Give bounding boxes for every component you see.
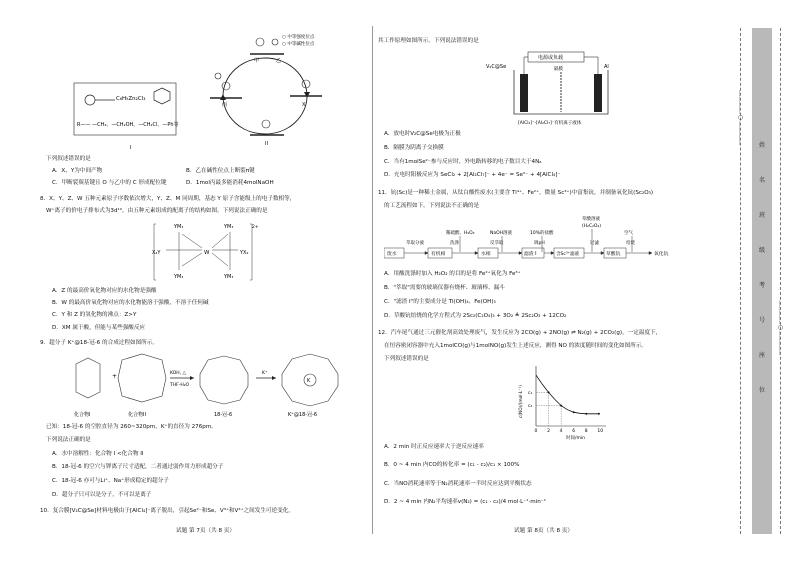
r-definition: R—— —CH₃、—CH₂OH、—CH₂Cl、—Ph等	[77, 122, 179, 128]
side-label-4: 级	[759, 247, 766, 254]
q11-option-c: C．"滤渣 I"的主要成分是 Ti(OH)₄、Fe(OH)₃	[384, 299, 496, 305]
q12-line-1: 12．汽车尾气通过三元催化剂高效处理废气，发生反应为 2CO(g) + 2NO(g) ⇌ N₂(g) + 2CO₂(g)，一定温度下，	[378, 330, 662, 336]
label-bing: 丙	[222, 102, 228, 108]
data-point-8	[585, 413, 587, 415]
side-label-2: 名	[759, 177, 766, 184]
flow-back-extract: 反萃取	[490, 241, 504, 246]
q11-option-d: D．草酸钪焙烧的化学方程式为 2Sc₂(C₂O₄)₃ + 3O₂ ≜ 2Sc₂O₃ + 12CO₂	[384, 313, 567, 319]
flow-sc-oxide: 氧化钪	[654, 252, 669, 257]
battery-figure	[484, 50, 634, 130]
data-point-10	[598, 413, 600, 415]
q8-option-d: D．XM 属于酸，但能与某些强酸反应	[52, 325, 146, 331]
q7-option-d: D．1mol丙最多能消耗4molNaOH	[186, 180, 274, 186]
ym3-bottom-left: YM₃	[174, 274, 184, 280]
flow-wash: 洗涤	[450, 241, 459, 246]
page-divider	[372, 26, 373, 534]
svg-text:+: +	[112, 373, 118, 380]
binding-line-right	[780, 28, 781, 534]
power-load-box: 电源或负载	[538, 55, 564, 61]
side-mark-left: …………○…………	[737, 90, 744, 145]
q9-line-1: 9．超分子 K⁺@18-冠-6 的合成过程如图所示。	[40, 340, 158, 346]
x-tick-0: 0	[534, 429, 538, 434]
q9-option-d: D．超分子只可以是分子，不可以是离子	[52, 492, 152, 498]
no-concentration-chart	[514, 364, 610, 442]
q8-complex-structure	[152, 220, 262, 284]
q7-option-c: C．甲断裂羰基键且 O 与乙中的 C 形成配位键	[52, 180, 167, 186]
flow-filter: 过滤	[590, 241, 599, 246]
side-label-1: 姓	[759, 142, 766, 149]
side-label-8: 位	[759, 387, 766, 394]
ym3-top-left: YM₃	[174, 224, 184, 230]
q9-option-c: C．18-冠-6 亦可与Li⁺、Na⁺形成稳定的超分子	[52, 478, 169, 484]
ym3-top-right: YM₃	[224, 224, 234, 230]
q9-stem: 下列说法正确的是	[46, 437, 91, 443]
q12-line-2: 在恒容密闭容器中充入1molCO(g)与1molNO(g)发生上述反应，测得 NO 的浓度随时间的变化如图所示。	[384, 343, 648, 349]
flow-adjust-ph: 调pH	[534, 241, 545, 246]
flow-oxalic-formula: (H₂C₂O₄)	[582, 224, 601, 229]
cond-thf: THF-H₂O	[170, 383, 190, 388]
label-ii: II	[265, 141, 268, 147]
q10-line-2: 其工作原理如图所示。下列说法错误的是	[378, 38, 479, 44]
label-i: I	[130, 145, 132, 151]
compound-i: 化合物I	[74, 412, 91, 418]
side-mark-right: …………○…………	[777, 300, 784, 355]
flow-air: 空气	[624, 231, 633, 236]
side-label-7: 座	[759, 352, 766, 359]
flow-aqueous: 水相	[481, 252, 491, 257]
legend-base: ○ 中等碱性位点	[282, 42, 315, 47]
crown-ether-synthesis-figure	[66, 350, 366, 422]
side-label-3: 班	[759, 212, 766, 219]
crown-18-6: 18-冠-6	[214, 412, 233, 418]
q12-option-c: C．当NO消耗速率等于N₂消耗速率一半时反应达到平衡状态	[384, 481, 532, 487]
q9-note: 已知：18-冠-6 的空腔直径为 260~320pm，K⁺的直径为 276pm。	[46, 424, 217, 430]
flow-organic: 有机相	[431, 252, 446, 257]
cond-koh: KOH, △	[170, 371, 186, 376]
q12-option-d: D．2 ~ 4 min 内N₂平均速率v(N₂) = (c₁ - c₂)/4 mol·L⁻¹·min⁻¹	[384, 499, 546, 505]
compound-ii: 化合物II	[128, 412, 146, 418]
flow-sc-oxalate: 草酸钪	[606, 252, 621, 257]
x-tick-4: 4	[559, 429, 563, 434]
x-axis-label: 时间/min	[566, 436, 586, 441]
q10-option-d: D．充电时阳极反应为 SeCl₂ + 2[Al₂Cl₇]⁻ + 4e⁻ = Se²⁻ + 4[AlCl₄]⁻	[384, 172, 561, 178]
flow-h2so4: 稀硫酸、H₂O₂	[446, 231, 475, 236]
q11-line-1: 11．钪(Sc)是一种稀土金属，从钛白酸性废水(主要含 Ti⁴⁺、Fe²⁺，微量 Sc³⁺)中富集钪，并制备氧化钪(Sc₂O₃)	[378, 190, 654, 196]
k-plus-label: K⁺	[262, 371, 268, 376]
flow-naoh: NaOH溶液	[490, 231, 513, 236]
q7-option-b: B．乙在碱性位点上断裂π键	[186, 168, 255, 174]
catalyst-cycle-figure	[70, 28, 340, 153]
w-center: W	[204, 250, 210, 256]
x-tick-6: 6	[572, 429, 576, 434]
left-electrode-label: V₂C@Se	[486, 64, 507, 70]
q10-option-a: A．放电时V₂C@Se电极为正极	[384, 131, 461, 137]
q8-line-1: 8．X、Y、Z、W 五种元素原子序数依次增大，Y、Z、M 同周期，基态 Y 原子含能级上的电子数相等，	[40, 196, 296, 202]
q8-line-2: W⁺离子的价电子排布式为3d¹⁰。由五种元素组成的配离子的结构如图。下列说法正确的是	[46, 208, 268, 214]
footer-page-7: 试题 第 7页（共 8 页）	[176, 528, 235, 534]
footer-page-8: 试题 第 8页（共 8 页）	[514, 528, 573, 534]
q12-option-a: A．2 min 时正反应速率大于逆反应速率	[384, 444, 484, 450]
yx2-right: YX₂	[240, 250, 249, 256]
hex-label: C₆H₅Zn₂Cl₃	[116, 96, 146, 102]
q10-line-1: 10．复合膜[V₂C@Se]材料电极由于[AlCl₄]⁻离子脱出，引起Se²⁻和Se、V³⁺和V⁴⁺之间发生可逆变化，	[40, 508, 294, 514]
flow-roast: 焙烧	[626, 241, 635, 246]
charge: 2+	[252, 225, 259, 230]
q12-stem: 下列叙述错误的是	[384, 356, 429, 362]
q11-option-b: B．"萃取"需要的玻璃仪器有烧杯、玻璃棒、漏斗	[384, 285, 505, 291]
electrolyte-label: [AlCl₄]⁻-[Al₂Cl₇]⁻有机离子液体	[518, 121, 582, 126]
q10-option-c: C．当有1molSe²⁻参与反应时，外电路转移的电子数目大于4Nₐ	[384, 159, 542, 165]
q8-option-b: B．W 的最高价氧化物对应的水化物能溶于强酸，不溶于任何碱	[52, 300, 209, 306]
right-electrode-label: Al	[604, 64, 609, 70]
label-yi: 乙	[276, 58, 282, 64]
x-tick-2: 2	[547, 429, 550, 434]
q10-option-b: B．隔膜为阴离子交换膜	[384, 145, 444, 151]
x-tick-10: 10	[597, 429, 604, 434]
k-center: K	[307, 378, 311, 384]
q9-option-a: A．水中溶解性：化合物 I <化合物 II	[52, 451, 144, 457]
k-crown-complex: K⁺@18-冠-6	[288, 412, 318, 418]
q11-line-2: 的工艺流程如下。下列说法不正确的是	[384, 203, 480, 209]
q7-stem: 下列叙述错误的是	[46, 156, 91, 162]
y-tick-c1: c₁	[528, 390, 533, 396]
q7-option-a: A．X、Y为中间产物	[52, 168, 103, 174]
q9-option-b: B．18-冠-6 的空穴与钾离子尺寸适配，二者通过弱作用力形成超分子	[52, 464, 224, 470]
data-point-6	[573, 411, 575, 413]
flow-residue-i: 滤渣 I	[524, 252, 537, 257]
y-tick-c2: c₂	[528, 404, 533, 410]
label-jia: 甲	[254, 58, 260, 64]
data-point-2	[548, 391, 550, 393]
y-axis-label: c(NO)/(mol·L⁻¹)	[519, 385, 524, 418]
flow-oxalic: 草酸溶液	[582, 217, 600, 222]
flow-hcl: 10%的盐酸	[530, 231, 554, 236]
series-no-line	[536, 375, 599, 414]
legend-acid: ○ 中等强度位点	[282, 35, 315, 40]
side-label-5: 考	[759, 282, 766, 289]
q11-option-a: A．用酸洗涤时加入 H₂O₂ 的目的是将 Fe²⁺氧化为 Fe³⁺	[384, 271, 521, 277]
scandium-flowchart	[384, 214, 684, 268]
label-x: X	[302, 102, 306, 108]
flow-extract: 萃取分液	[406, 241, 424, 246]
q8-option-a: A．Z 的最高价氧化物对应的水化物是强酸	[52, 288, 157, 294]
flow-waste-water: 废水	[387, 252, 397, 257]
membrane-label: 隔膜	[554, 67, 563, 72]
data-point-4	[560, 405, 562, 407]
ym3-bottom-right: YM₃	[224, 274, 234, 280]
q12-option-b: B．0 ~ 4 min 内CO的转化率 = (c₁ - c₂)/c₁ × 100%	[384, 462, 520, 468]
flow-sc-filtrate: 含Sc³⁺滤液	[556, 252, 580, 257]
x2y-left: X₂Y	[152, 250, 161, 256]
side-label-6: 号	[759, 317, 766, 324]
x-tick-8: 8	[584, 429, 588, 434]
q8-option-c: C．Y 和 Z 的氢化物的沸点：Z>Y	[52, 312, 137, 318]
